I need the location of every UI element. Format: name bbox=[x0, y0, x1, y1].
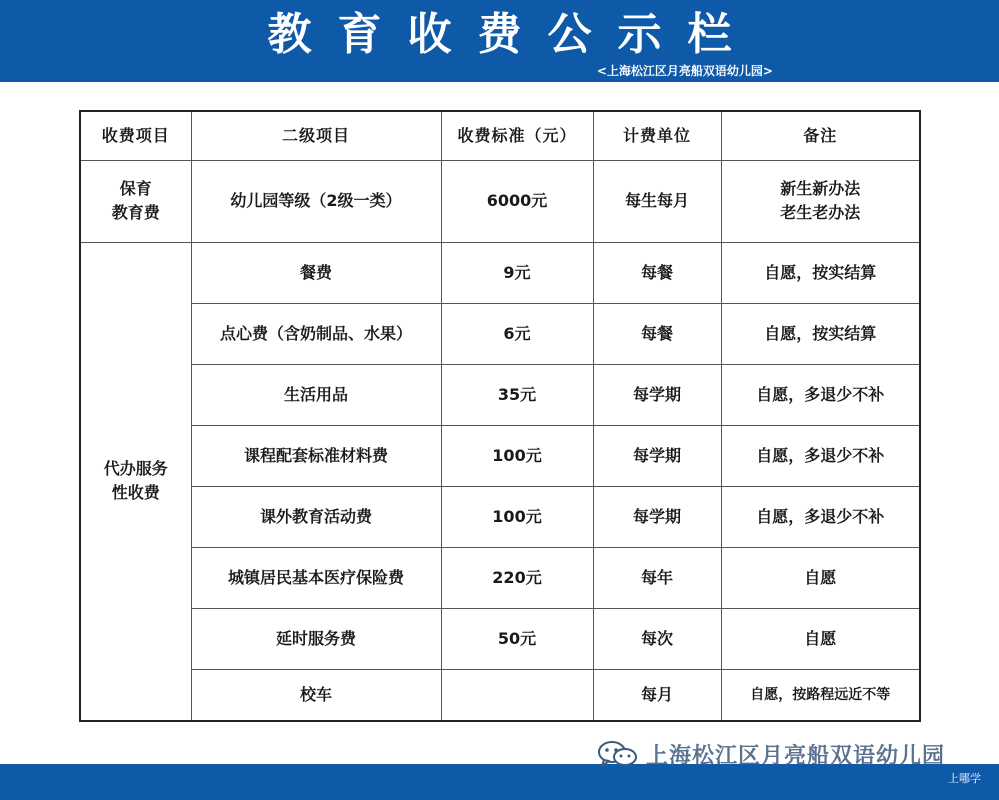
wechat-icon bbox=[596, 739, 640, 769]
table-row bbox=[80, 669, 920, 721]
remark-cell: 自愿，按实结算 bbox=[721, 242, 920, 303]
header-banner bbox=[0, 0, 999, 82]
table-row bbox=[80, 160, 920, 242]
remark-cell: 新生新办法 老生老办法 bbox=[721, 160, 920, 242]
column-header: 计费单位 bbox=[593, 111, 721, 160]
column-header: 收费标准（元） bbox=[441, 111, 593, 160]
table-row bbox=[80, 425, 920, 486]
fee-cell bbox=[441, 669, 593, 721]
fee-cell: 6元 bbox=[441, 303, 593, 364]
item-cell: 生活用品 bbox=[191, 364, 441, 425]
item-cell: 课外教育活动费 bbox=[191, 486, 441, 547]
fee-cell: 100元 bbox=[441, 486, 593, 547]
column-header: 收费项目 bbox=[80, 111, 191, 160]
unit-cell: 每生每月 bbox=[593, 160, 721, 242]
group-label-agency: 代办服务 性收费 bbox=[80, 242, 191, 721]
column-header: 备注 bbox=[721, 111, 920, 160]
item-cell: 延时服务费 bbox=[191, 608, 441, 669]
footer-brand-text: 上海松江区月亮船双语幼儿园 bbox=[646, 743, 946, 769]
fee-cell: 6000元 bbox=[441, 160, 593, 242]
table-header-row bbox=[80, 111, 920, 160]
unit-cell: 每餐 bbox=[593, 303, 721, 364]
fee-table bbox=[79, 110, 921, 722]
table-row bbox=[80, 547, 920, 608]
group-label-education: 保育 教育费 bbox=[80, 160, 191, 242]
item-cell: 点心费（含奶制品、水果） bbox=[191, 303, 441, 364]
page-title: 教育收费公示栏 bbox=[267, 9, 758, 60]
remark-cell: 自愿 bbox=[721, 608, 920, 669]
item-cell: 餐费 bbox=[191, 242, 441, 303]
item-cell: 校车 bbox=[191, 669, 441, 721]
footer-watermark bbox=[596, 738, 945, 770]
unit-cell: 每餐 bbox=[593, 242, 721, 303]
remark-cell: 自愿 bbox=[721, 547, 920, 608]
column-header: 二级项目 bbox=[191, 111, 441, 160]
fee-cell: 35元 bbox=[441, 364, 593, 425]
unit-cell: 每学期 bbox=[593, 425, 721, 486]
table-row bbox=[80, 303, 920, 364]
item-cell: 课程配套标准材料费 bbox=[191, 425, 441, 486]
table-row bbox=[80, 364, 920, 425]
unit-cell: 每次 bbox=[593, 608, 721, 669]
item-cell: 城镇居民基本医疗保险费 bbox=[191, 547, 441, 608]
table-row bbox=[80, 486, 920, 547]
table-row bbox=[80, 608, 920, 669]
unit-cell: 每月 bbox=[593, 669, 721, 721]
unit-cell: 每学期 bbox=[593, 486, 721, 547]
table-row bbox=[80, 242, 920, 303]
page-subtitle: <上海松江区月亮船双语幼儿园> bbox=[596, 64, 773, 78]
fee-cell: 220元 bbox=[441, 547, 593, 608]
remark-cell: 自愿，多退少不补 bbox=[721, 425, 920, 486]
unit-cell: 每年 bbox=[593, 547, 721, 608]
remark-cell: 自愿，按实结算 bbox=[721, 303, 920, 364]
remark-cell: 自愿，按路程远近不等 bbox=[721, 669, 920, 721]
fee-cell: 100元 bbox=[441, 425, 593, 486]
remark-cell: 自愿，多退少不补 bbox=[721, 486, 920, 547]
remark-cell: 自愿，多退少不补 bbox=[721, 364, 920, 425]
unit-cell: 每学期 bbox=[593, 364, 721, 425]
item-cell: 幼儿园等级（2级一类） bbox=[191, 160, 441, 242]
footer-small-text: 上哪学 bbox=[948, 772, 981, 785]
fee-cell: 50元 bbox=[441, 608, 593, 669]
fee-cell: 9元 bbox=[441, 242, 593, 303]
